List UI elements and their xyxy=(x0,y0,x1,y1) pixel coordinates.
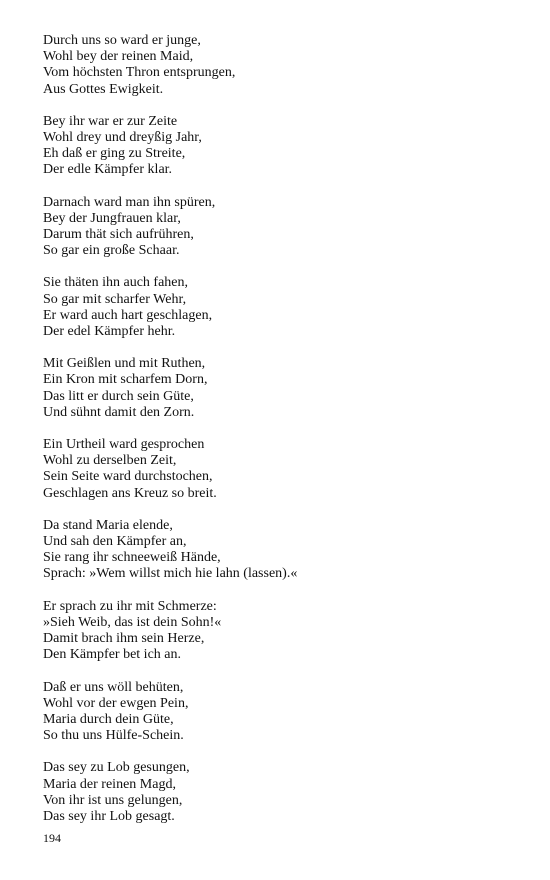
verse-line: Darum thät sich aufrühren, xyxy=(43,227,194,243)
verse-line: »Sieh Weib, das ist dein Sohn!« xyxy=(43,614,222,630)
verse-line: Bey ihr war er zur Zeite xyxy=(43,113,178,129)
verse-line: Das sey zu Lob gesungen, xyxy=(43,760,190,776)
verse-line: Bey der Jungfrauen klar, xyxy=(43,210,181,226)
stanza-2 xyxy=(43,114,513,179)
verse-line: So gar mit scharfer Wehr, xyxy=(43,291,187,307)
verse-line: Aus Gottes Ewigkeit. xyxy=(43,81,164,97)
verse-line: Der edel Kämpfer hehr. xyxy=(43,324,176,340)
verse-line: Sein Seite ward durchstochen, xyxy=(43,469,213,485)
verse-line: Sprach: »Wem willst mich hie lahn (lassen).« xyxy=(43,566,298,582)
poem-body xyxy=(43,33,513,841)
stanza-4 xyxy=(43,275,513,340)
page-number: 194 xyxy=(43,831,61,845)
verse-line: Von ihr ist uns gelungen, xyxy=(43,792,183,808)
verse-line: Das litt er durch sein Güte, xyxy=(43,388,194,404)
verse-line: Damit brach ihm sein Herze, xyxy=(43,631,205,647)
stanza-9 xyxy=(43,680,513,745)
verse-line: Das sey ihr Lob gesagt. xyxy=(43,808,175,824)
stanza-7 xyxy=(43,518,513,583)
verse-line: Durch uns so ward er junge, xyxy=(43,33,201,48)
verse-line: So thu uns Hülfe-Schein. xyxy=(43,728,184,744)
verse-line: Sie rang ihr schneeweiß Hände, xyxy=(43,550,221,566)
stanza-5 xyxy=(43,356,513,421)
verse-line: Wohl bey der reinen Maid, xyxy=(43,49,194,65)
verse-line: Geschlagen ans Kreuz so breit. xyxy=(43,485,217,501)
verse-line: Maria der reinen Magd, xyxy=(43,776,176,792)
verse-line: Er ward auch hart geschlagen, xyxy=(43,307,213,323)
verse-line: Wohl vor der ewgen Pein, xyxy=(43,695,189,711)
stanza-1 xyxy=(43,33,513,98)
verse-line: Sie thäten ihn auch fahen, xyxy=(43,275,189,291)
verse-line: Eh daß er ging zu Streite, xyxy=(43,146,186,162)
verse-line: Vom höchsten Thron entsprungen, xyxy=(43,65,236,81)
verse-line: Er sprach zu ihr mit Schmerze: xyxy=(43,598,217,614)
verse-line: Wohl zu derselben Zeit, xyxy=(43,453,177,469)
verse-line: Daß er uns wöll behüten, xyxy=(43,679,184,695)
verse-line: Und sah den Kämpfer an, xyxy=(43,534,187,550)
stanza-8 xyxy=(43,599,513,664)
verse-line: Und sühnt damit den Zorn. xyxy=(43,404,195,420)
verse-line: Da stand Maria elende, xyxy=(43,517,173,533)
verse-line: Ein Urtheil ward gesprochen xyxy=(43,437,205,453)
stanza-10 xyxy=(43,760,513,825)
verse-line: Der edle Kämpfer klar. xyxy=(43,162,173,178)
stanza-6 xyxy=(43,437,513,502)
stanza-3 xyxy=(43,195,513,260)
verse-line: Ein Kron mit scharfem Dorn, xyxy=(43,372,208,388)
verse-line: Wohl drey und dreyßig Jahr, xyxy=(43,130,202,146)
verse-line: So gar ein große Schaar. xyxy=(43,243,180,259)
verse-line: Maria durch dein Güte, xyxy=(43,711,174,727)
verse-line: Darnach ward man ihn spüren, xyxy=(43,194,216,210)
verse-line: Mit Geißlen und mit Ruthen, xyxy=(43,356,206,372)
verse-line: Den Kämpfer bet ich an. xyxy=(43,647,181,663)
